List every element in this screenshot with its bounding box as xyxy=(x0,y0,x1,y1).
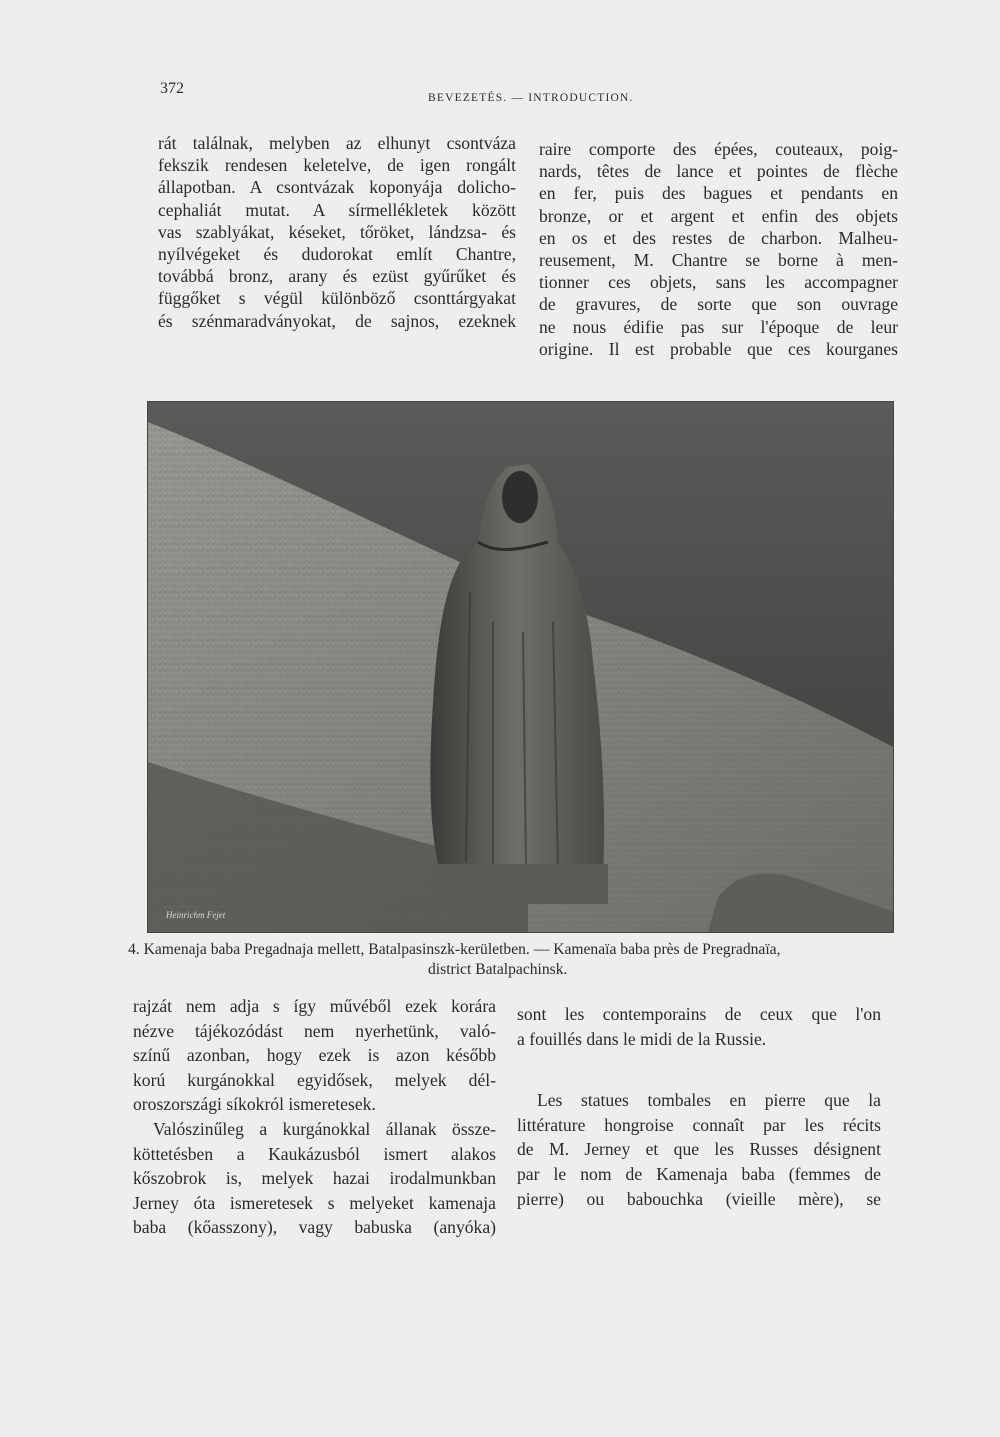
top-left-column xyxy=(158,132,516,332)
paragraph xyxy=(517,1002,881,1051)
paragraph xyxy=(133,994,496,1117)
text-line: a fouillés dans le midi de la Russie. xyxy=(517,1028,767,1049)
text-line: állapotban. A csontvázak koponyája dolicho- xyxy=(158,177,516,198)
text-line: bronze, or et argent et enfin des objets xyxy=(539,205,898,226)
text-line: köttetésben a Kaukázusból ismert alakos xyxy=(133,1143,496,1164)
text-line: és szénmaradványokat, de sajnos, ezeknek xyxy=(158,310,516,331)
figure-photo xyxy=(147,401,894,933)
paragraph xyxy=(158,132,516,332)
text-line: Valószinűleg a kurgánokkal állanak össze- xyxy=(153,1118,496,1139)
text-line: Jerney óta ismeretesek s melyeket kamenaja xyxy=(133,1192,496,1213)
text-line: de gravures, de sorte que son ouvrage xyxy=(539,294,898,315)
text-line: en os et des restes de charbon. Malheu- xyxy=(539,227,898,248)
top-right-column xyxy=(539,138,898,360)
text-line: korú kurgánokkal egyidősek, melyek dél- xyxy=(133,1069,496,1090)
text-line: par le nom de Kamenaja baba (femmes de xyxy=(517,1163,881,1184)
paragraph xyxy=(133,1117,496,1240)
text-line: nyílvégeket és dudorokat említ Chantre, xyxy=(158,244,516,265)
paragraph xyxy=(517,1088,881,1211)
text-line: ne nous édifie pas sur l'époque de leur xyxy=(539,316,898,337)
text-line: littérature hongroise connaît par les récits xyxy=(517,1114,881,1135)
text-line: függőket s végül különböző csonttárgyakat xyxy=(158,288,516,309)
text-line: fekszik rendesen keletelve, de igen rongált xyxy=(158,155,516,176)
text-line: reusement, M. Chantre se borne à men- xyxy=(539,250,898,271)
photographer-mark: Heinrichm Fejet xyxy=(166,910,226,920)
text-line: nézve tájékozódást nem nyerhetünk, való- xyxy=(133,1020,496,1041)
text-line: pierre) ou babouchka (vieille mère), se xyxy=(517,1188,881,1209)
text-line: cephaliát mutat. A sírmellékletek között xyxy=(158,199,516,220)
text-line: de M. Jerney et que les Russes désignent xyxy=(517,1139,881,1160)
kamenaja-baba-photo xyxy=(148,402,893,932)
paragraph xyxy=(539,138,898,360)
text-line: kőszobrok is, melyek hazai irodalmunkban xyxy=(133,1168,496,1189)
text-line: baba (kőasszony), vagy babuska (anyóka) xyxy=(133,1217,496,1238)
bottom-right-column xyxy=(517,1002,881,1211)
text-line: rát találnak, melyben az elhunyt csontváza xyxy=(158,133,516,153)
text-line: en fer, puis des bagues et pendants en xyxy=(539,183,898,204)
bottom-left-column xyxy=(133,994,496,1240)
text-line: rajzát nem adja s így művéből ezek korára xyxy=(133,996,496,1016)
page-number: 372 xyxy=(160,80,184,97)
text-line: vas szablyákat, késeket, tőröket, lándzsa- és xyxy=(158,221,516,242)
running-head: BEVEZETÉS. — INTRODUCTION. xyxy=(428,92,634,104)
text-line: nards, têtes de lance et pointes de flèche xyxy=(539,161,898,182)
text-line: raire comporte des épées, couteaux, poig- xyxy=(539,139,898,159)
figure-caption xyxy=(128,940,908,980)
text-line: origine. Il est probable que ces kourganes xyxy=(539,338,898,359)
text-line: színű azonban, hogy ezek is azon később xyxy=(133,1045,496,1066)
caption-line: district Batalpachinsk. xyxy=(428,961,568,978)
caption-line: 4. Kamenaja baba Pregadnaja mellett, Batalpasinszk-kerületben. — Kamenaïa baba près de Pregradnaïa, xyxy=(128,941,781,958)
text-line: Les statues tombales en pierre que la xyxy=(537,1090,881,1111)
paragraph-gap xyxy=(517,1051,881,1088)
text-line: tionner ces objets, sans les accompagner xyxy=(539,272,898,293)
text-line: oroszországi síkokról ismeretesek. xyxy=(133,1094,376,1115)
text-line: továbbá bronz, arany és ezüst gyűrűket és xyxy=(158,266,516,287)
text-line: sont les contemporains de ceux que l'on xyxy=(517,1004,881,1024)
